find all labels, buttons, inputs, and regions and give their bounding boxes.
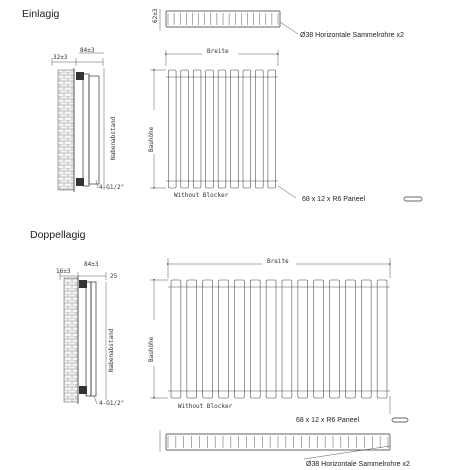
bracket-bottom [79, 386, 87, 394]
radiator-panel [171, 280, 181, 398]
pipes-top-view [152, 8, 404, 39]
section-title: Doppellagig [30, 229, 86, 241]
depth-dim: 84±3 [84, 261, 99, 268]
height-label: Bauhöhe [148, 336, 155, 362]
wall-dim: 16±3 [56, 268, 71, 275]
section-title: Einlagig [22, 8, 60, 20]
radiator-panel [231, 70, 239, 188]
panel-label: 68 x 12 x R6 Paneel [302, 196, 366, 203]
width-label: Breite [207, 48, 229, 55]
pipes-label: Ø38 Horizontale Sammelrohre x2 [306, 461, 410, 468]
radiator-panel [234, 280, 244, 398]
blocker-label: Without Blocker [178, 403, 233, 410]
front-view [144, 46, 422, 203]
radiator-panel [203, 280, 213, 398]
bracket-top [76, 72, 84, 80]
side-view [56, 261, 124, 407]
radiator-panel [330, 280, 340, 398]
side-label: Nabenabstand [110, 116, 117, 160]
radiator-panel [250, 280, 260, 398]
side-view [52, 47, 124, 192]
radiator-panel [218, 70, 226, 188]
radiator-panel [298, 280, 308, 398]
radiator-panel [268, 70, 276, 188]
wall [64, 278, 78, 402]
panel-profile-icon [404, 197, 422, 201]
radiator-side-profile [83, 74, 89, 186]
radiator-panel [187, 280, 197, 398]
section-doppellagig [30, 229, 410, 468]
radiator-panel [282, 280, 292, 398]
section-einlagig [22, 8, 422, 203]
radiator-side-profile [86, 282, 91, 396]
radiator-panel [361, 280, 371, 398]
radiator-panel [377, 280, 387, 398]
pipe-height-dim: 62±3 [152, 8, 159, 23]
radiator-panel [266, 280, 276, 398]
radiator-panel [255, 70, 263, 188]
radiator-panel [206, 70, 214, 188]
connection-label: 4-G1/2" [99, 400, 125, 407]
connection-label: 4-G1/2" [99, 184, 125, 191]
front-view [144, 256, 408, 424]
pipes-bottom-view [160, 430, 410, 468]
panel-label: 68 x 12 x R6 Paneel [296, 417, 360, 424]
width-label: Breite [267, 258, 289, 265]
height-label: Bauhöhe [148, 126, 155, 152]
wall [58, 70, 74, 190]
bracket-top [79, 280, 87, 288]
depth-dim: 84±3 [80, 47, 95, 54]
panel-profile-icon [392, 418, 408, 422]
radiator-panel [181, 70, 189, 188]
blocker-label: Without Blocker [174, 192, 229, 199]
radiator-panel [219, 280, 229, 398]
radiator-panel [314, 280, 324, 398]
radiator-panel [193, 70, 201, 188]
bracket-bottom [76, 178, 84, 186]
wall-dim: 32±3 [53, 54, 68, 61]
radiator-panel [243, 70, 251, 188]
pipes-label: Ø38 Horizontale Sammelrohre x2 [300, 32, 404, 39]
side-label: Nabenabstand [108, 328, 115, 372]
gap-dim: 25 [110, 273, 118, 280]
radiator-panel [345, 280, 355, 398]
radiator-panel [168, 70, 176, 188]
